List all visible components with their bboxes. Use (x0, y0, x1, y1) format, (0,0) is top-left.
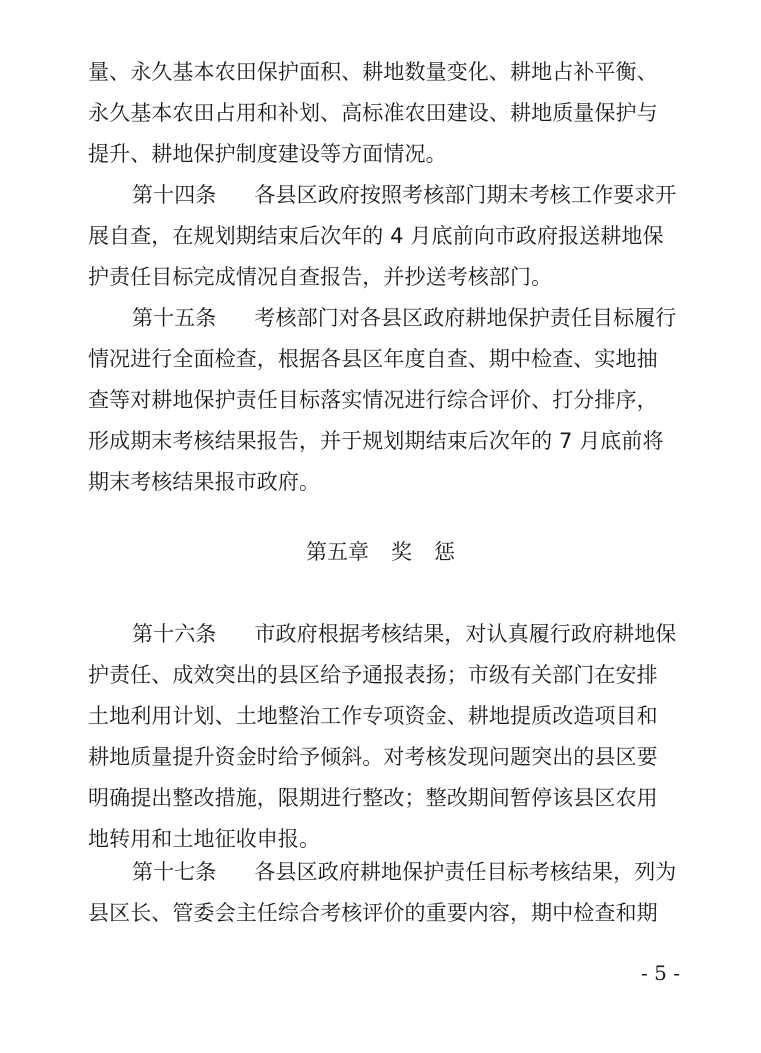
chapter-number: 第五章 (306, 540, 369, 564)
article-16-first-line (132, 619, 692, 649)
text-line: 各县区政府按照考核部门期末考核工作要求开 (254, 183, 677, 207)
text-line: 永久基本农田占用和补划、高标准农田建设、耕地质量保护与 (88, 101, 658, 125)
page-number: - 5 - (641, 961, 680, 985)
text-line: 期末考核结果报市政府。 (88, 470, 321, 494)
text-line: 地转用和土地征收申报。 (88, 827, 321, 851)
article-14-label: 第十四条 (132, 183, 217, 207)
chapter-heading (0, 537, 761, 567)
text-line: 县区长、管委会主任综合考核评价的重要内容，期中检查和期 (88, 901, 658, 925)
article-14-first-line (132, 180, 692, 210)
text-line: 提升、耕地保护制度建设等方面情况。 (88, 142, 447, 166)
chapter-title-part: 惩 (434, 540, 455, 564)
text-line: 市政府根据考核结果，对认真履行政府耕地保 (254, 622, 677, 646)
text-line: 查等对耕地保护责任目标落实情况进行综合评价、打分排序， (88, 388, 658, 412)
text-line: 形成期末考核结果报告，并于规划期结束后次年的 7 月底前将 (88, 429, 664, 453)
text-line: 明确提出整改措施，限期进行整改；整改期间暂停该县区农用 (88, 786, 658, 810)
text-line: 考核部门对各县区政府耕地保护责任目标履行 (254, 306, 677, 330)
article-16-label: 第十六条 (132, 622, 217, 646)
text-line: 展自查，在规划期结束后次年的 4 月底前向市政府报送耕地保 (88, 224, 664, 248)
text-line: 土地利用计划、土地整治工作专项资金、耕地提质改造项目和 (88, 704, 658, 728)
article-17-first-line (132, 857, 692, 887)
article-17-label: 第十七条 (132, 860, 217, 884)
chapter-title-part: 奖 (391, 540, 412, 564)
article-15-label: 第十五条 (132, 306, 217, 330)
article-15-first-line (132, 303, 692, 333)
text-line: 耕地质量提升资金时给予倾斜。对考核发现问题突出的县区要 (88, 745, 658, 769)
text-line: 量、永久基本农田保护面积、耕地数量变化、耕地占补平衡、 (88, 60, 658, 84)
text-line: 各县区政府耕地保护责任目标考核结果，列为 (254, 860, 677, 884)
text-line: 护责任、成效突出的县区给予通报表扬；市级有关部门在安排 (88, 663, 658, 687)
text-line: 护责任目标完成情况自查报告，并抄送考核部门。 (88, 265, 553, 289)
text-line: 情况进行全面检查，根据各县区年度自查、期中检查、实地抽 (88, 347, 658, 371)
